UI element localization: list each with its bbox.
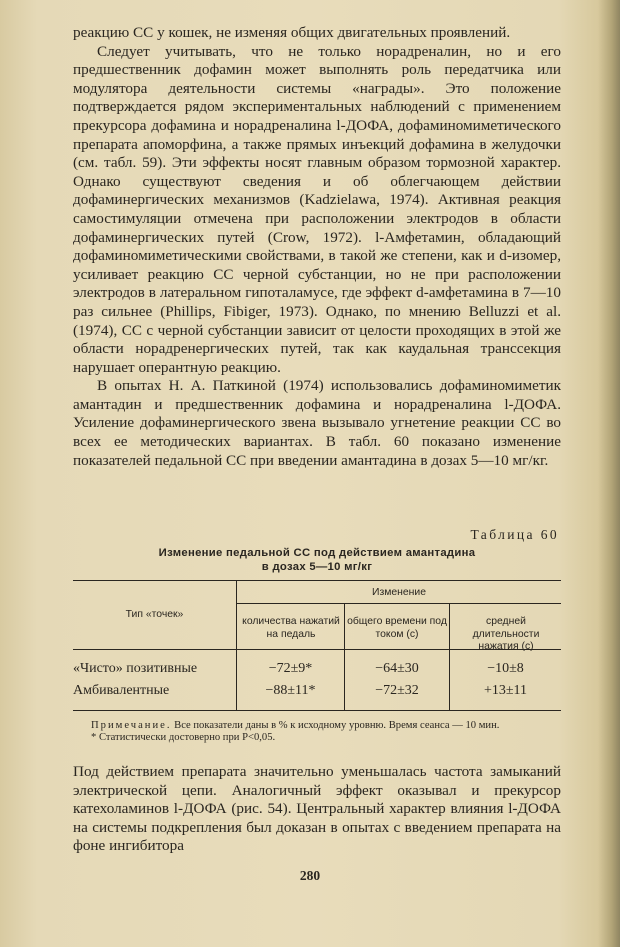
note-prefix: Примечание.	[91, 720, 172, 731]
paragraph-3: В опытах Н. А. Паткиной (1974) использовались дофаминомиметик амантадин и предшественник дофамина и норадреналина l-ДОФА. Усиление дофаминергического звена вызывало угнетение реакции СС во всех ее методических вариантах. В табл. 60 показано изменение показателей педальной СС при введении амантадина в дозах 5—10 мг/кг.	[73, 377, 561, 469]
col-header-presses: количества нажатий на педаль	[242, 616, 340, 640]
paragraph-2: Следует учитывать, что не только норадреналин, но и его предшественник дофамин может выполнять роль передатчика или модулятора деятельности системы «награды». Это положение подтверждается рядом экспериментальных наблюдений с применением прекурсора дофамина и норадреналина l-ДОФА, дофаминомиметического препарата апоморфина, а также прямых инъекций дофамина в желудочки (см. табл. 59). Эти эффекты носят главным образом тормозной характер. Однако существуют сведения и об облегчающем действии дофаминергических механизмов (Kadzielawa, 1974). Активная реакция самостимуляции отмечена при расположении электродов в области дофаминергических путей (Crow, 1972). l-Амфетамин, обладающий дофаминомиметическими свойствами, в такой же степени, как и d-изомер, усиливает реакцию СС черной субстанции, но не при расположении электродов в латеральном гипоталамусе, где эффект d-амфетамина в 7—10 раз сильнее (Phillips, Fibiger, 1973). Однако, по мнению Belluzzi et al. (1974), СС с черной субстанции зависит от целости проходящих в этой же области норадренергических путей, так как каудальная транссекция нарушает оперантную реакцию.	[73, 42, 561, 376]
body-text-bottom	[73, 763, 561, 856]
row-1-presses: −72±9*	[268, 661, 313, 676]
row-1-time: −64±30	[375, 661, 419, 676]
table-label: Таблица 60	[470, 527, 559, 542]
table-title-line-2: в дозах 5—10 мг/кг	[261, 560, 373, 573]
footnote: * Статистически достоверно при P<0,05.	[91, 732, 276, 744]
paragraph-1: реакцию СС у кошек, не изменяя общих двигательных проявлений.	[73, 24, 511, 41]
col-header-time: общего времени под током (с)	[347, 616, 447, 640]
row-2-label: Амбивалентные	[73, 683, 170, 698]
body-text-top	[73, 24, 561, 470]
table-title-line-1: Изменение педальной СС под действием амантадина	[158, 547, 476, 559]
note-text: Все показатели даны в % к исходному уровню. Время сеанса — 10 мин.	[174, 720, 500, 731]
row-1-duration: −10±8	[487, 661, 524, 676]
table-note	[73, 720, 561, 744]
row-2-time: −72±32	[375, 683, 419, 698]
table-bottom-rule	[73, 710, 561, 711]
col-header-duration: средней длительности нажатия (с)	[472, 616, 540, 652]
group-header-rule	[237, 603, 561, 604]
table-title	[73, 547, 561, 574]
table-top-rule	[73, 580, 561, 581]
paragraph-4: Под действием препарата значительно уменьшалась частота замыканий электрической цепи. Аналогичный эффект оказывал и прекурсор катехоламинов l-ДОФА (рис. 54). Центральный характер влияния l-ДОФА на системы подкрепления был доказан в опытах с введением препарата на фоне ингибитора	[73, 763, 561, 855]
row-2-duration: +13±11	[483, 683, 528, 698]
row-2-presses: −88±11*	[265, 683, 316, 698]
stub-header: Тип «точек»	[125, 609, 184, 620]
page-number: 280	[299, 868, 321, 883]
group-header: Изменение	[372, 587, 426, 598]
row-1-label: «Чисто» позитивные	[73, 661, 198, 676]
